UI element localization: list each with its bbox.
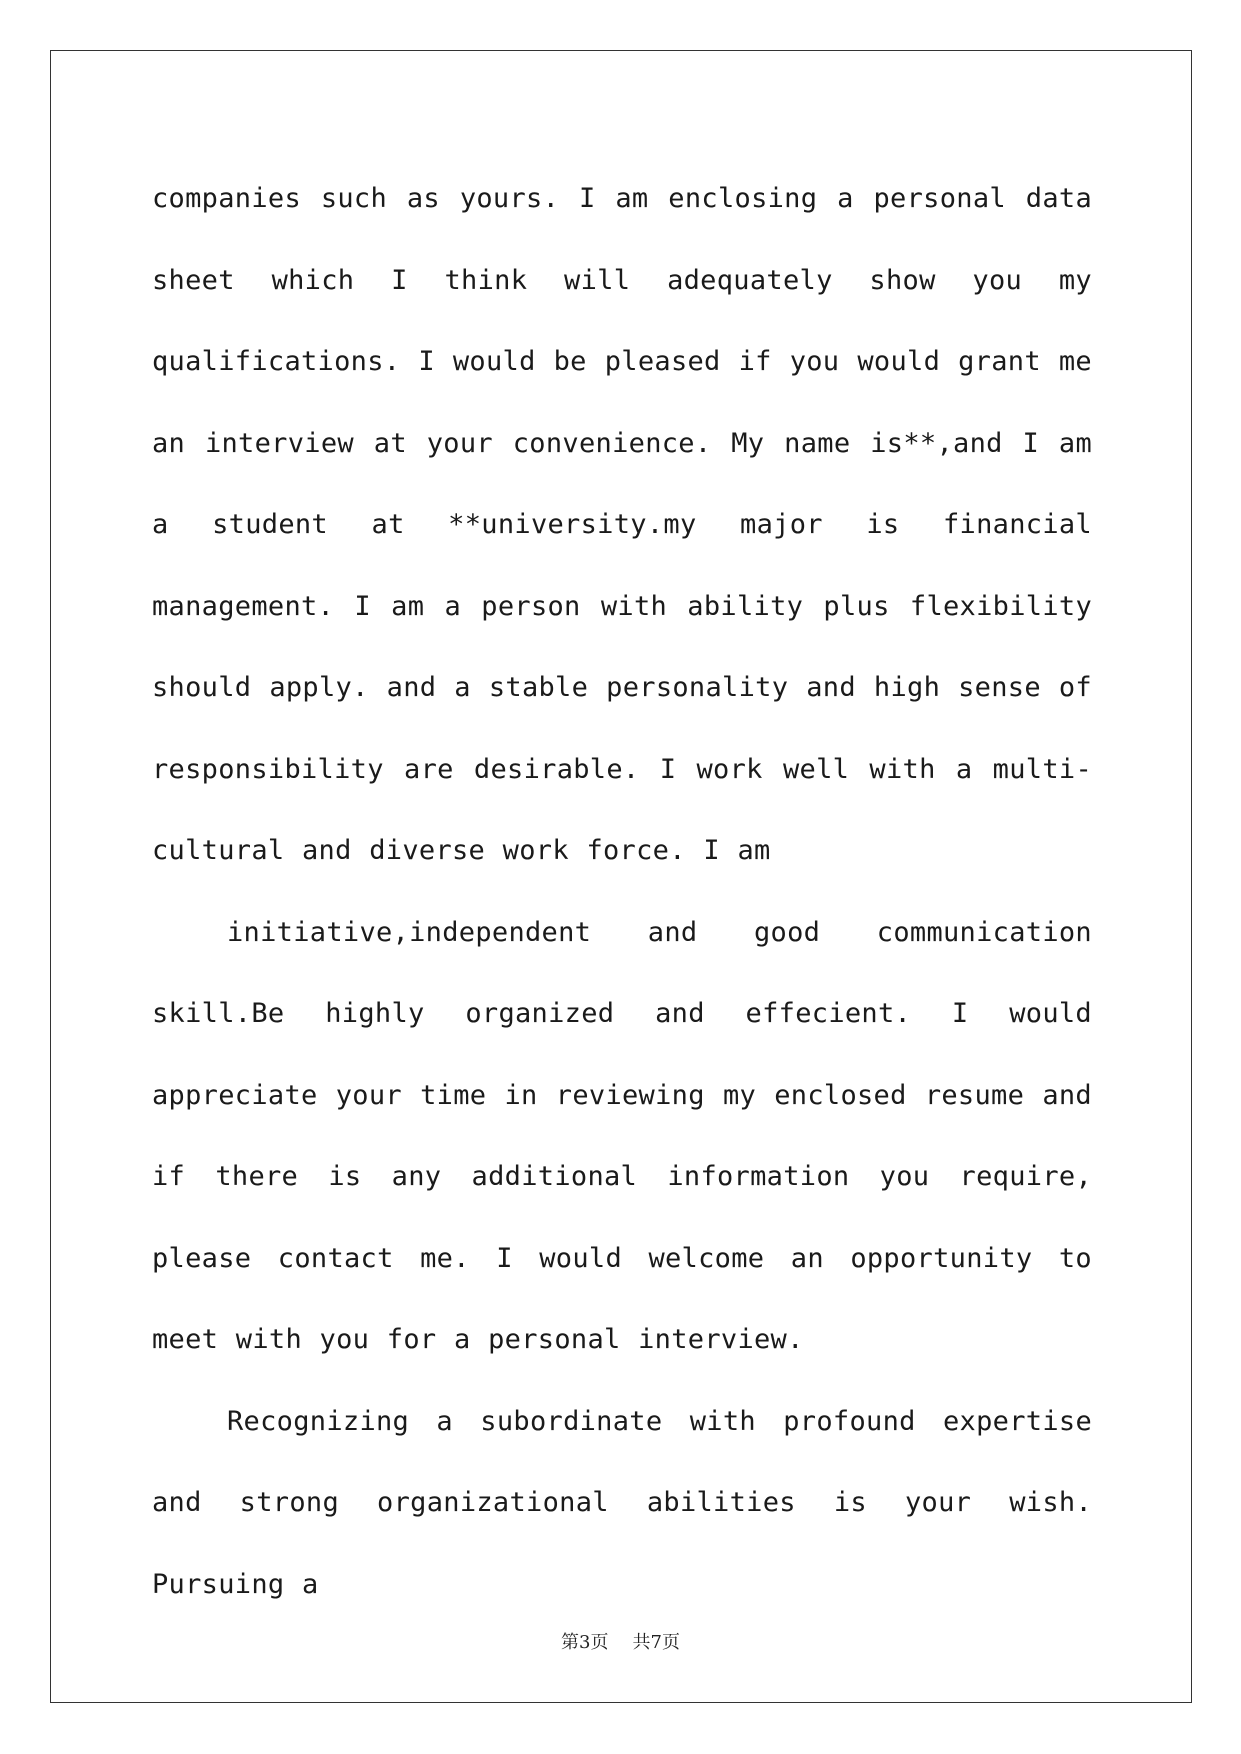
- paragraph-3: Recognizing a subordinate with profound expertise and strong organizational abilities is your wish. Pursuing a: [152, 1405, 1092, 1600]
- paragraph-2: initiative,independent and good communication skill.Be highly organized and effecient. I would appreciate your time in reviewing my enclosed resume and if there is any additional information you require, please contact me. I would welcome an opportunity to meet with you for a personal interview.: [152, 916, 1092, 1355]
- current-page-label: 第3页: [561, 1632, 609, 1653]
- page-footer: [0, 1628, 1241, 1654]
- document-body: [152, 158, 1092, 1625]
- paragraph-1: companies such as yours. I am enclosing a personal data sheet which I think will adequately show you my qualifications. I would be pleased if you would grant me an interview at your convenience. My name is**,and I am a student at **university.my major is financial management. I am a person with ability plus flexibility should apply. and a stable personality and high sense of responsibility are desirable. I work well with a multi-cultural and diverse work force. I am: [152, 183, 1092, 866]
- total-pages-label: 共7页: [632, 1632, 680, 1653]
